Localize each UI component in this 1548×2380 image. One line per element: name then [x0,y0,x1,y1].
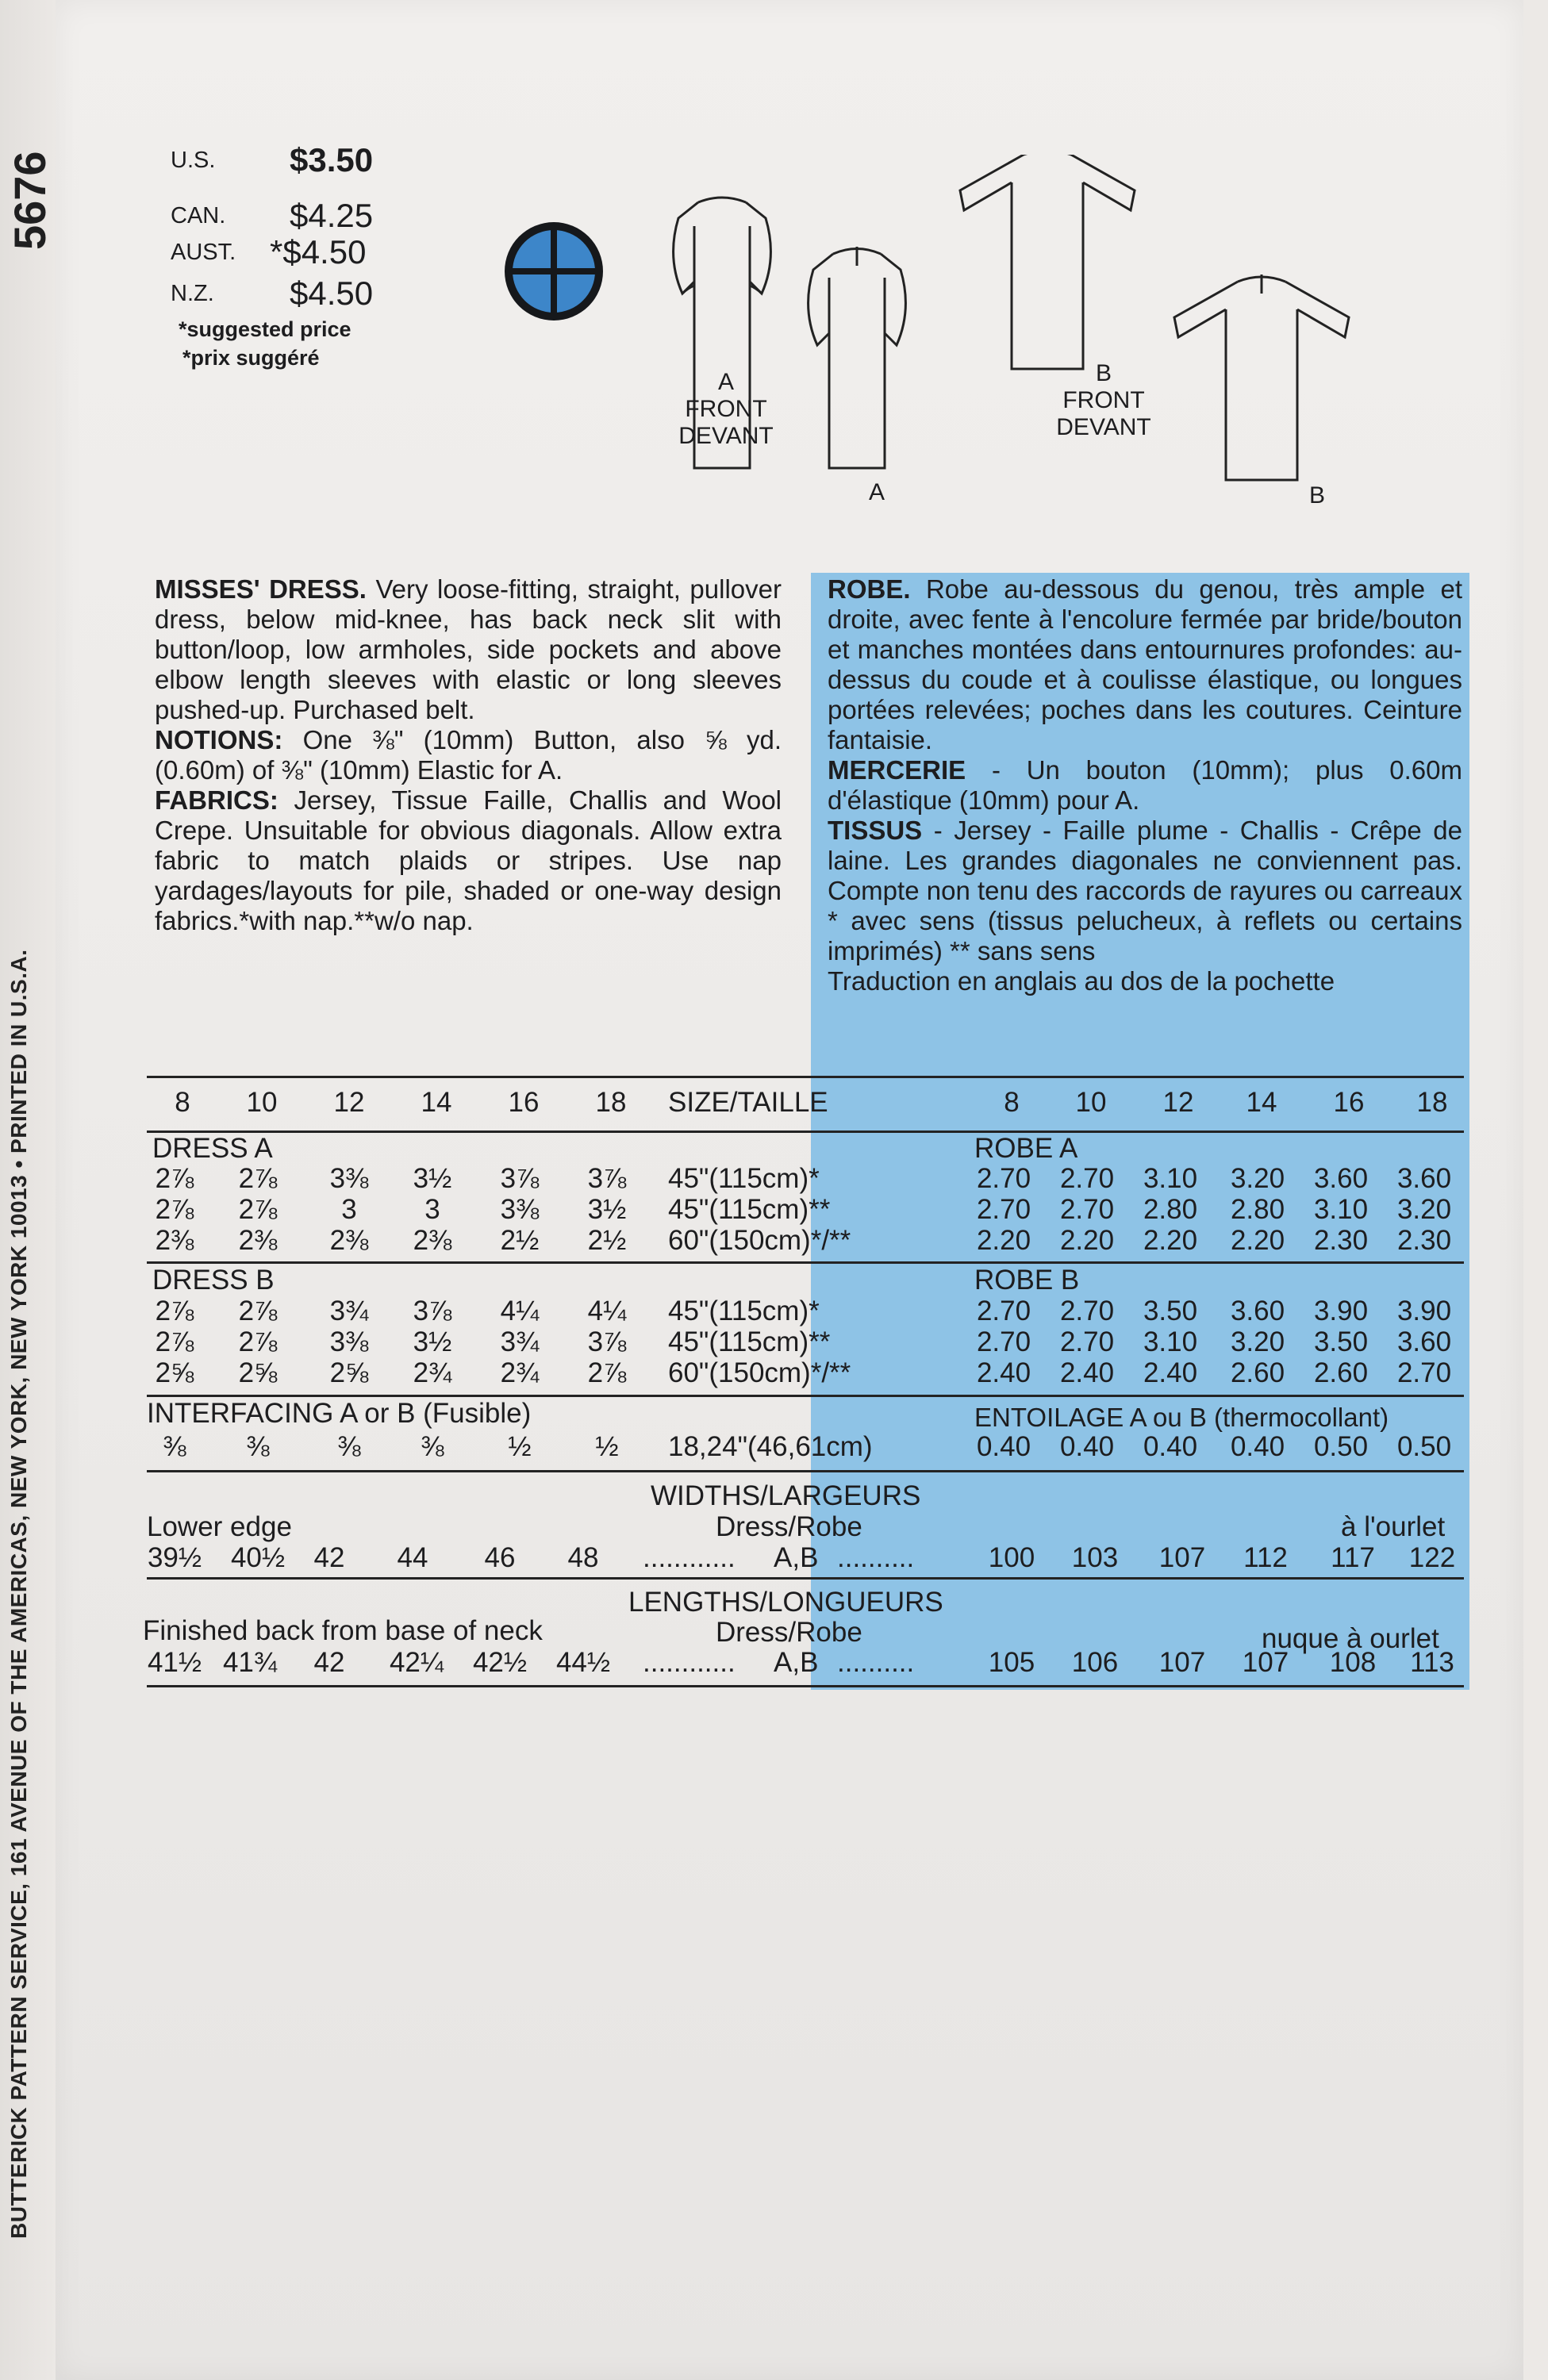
interfacing-label: INTERFACING A or B (Fusible) [147,1398,532,1429]
lengths-dress-robe-label: Dress/Robe [716,1617,862,1648]
pattern-number: 5676 [5,151,55,250]
size-header-rule [147,1130,1464,1133]
translation-note: Traduction en anglais au dos de la pochette [828,966,1335,996]
suggested-price-note: *suggested price [179,317,351,341]
french-description: ROBE. Robe au-dessous du genou, très ample et droite, avec fente à l'encolure fermée par bride/bouton et manches montées dans entournures profondes: au-dessus du coude et à coulisse élastique, ou longues portées relevées; poches dans les coutures. Ceinture fantaisie. MERCERIE - Un bouton (10mm); plus 0.60m d'élastique (10mm) pour A. TISSUS - Jersey - Faille plume - Challis - Crêpe de laine. Les grandes diagonales ne conviennent pas. Compte non tenu des raccords de rayures ou carreaux * avec sens (tissus pelucheux, à reflets ou certains imprimés) ** sans sens Traduction en anglais au dos de la pochette [828,574,1462,996]
english-title: MISSES' DRESS. [155,574,367,604]
dress-b-label: DRESS B [152,1265,275,1296]
view-a-back-label: A [868,479,885,505]
notions-label: NOTIONS: [155,725,283,754]
dress-b-rule [147,1395,1464,1397]
view-b-back-sketch [1174,274,1349,480]
widths-label: WIDTHS/LARGEURS [651,1480,921,1511]
robe-b-label: ROBE B [974,1265,1080,1296]
lengths-label: LENGTHS/LONGUEURS [628,1587,943,1618]
dress-a-label: DRESS A [152,1133,273,1164]
widths-dress-robe-label: Dress/Robe [716,1511,862,1542]
english-description: MISSES' DRESS. Very loose-fitting, straight, pullover dress, below mid-knee, has back neck slit with button/loop, low armholes, side pockets and above elbow length sleeves with elastic or long sleeves pushed-up. Purchased belt. NOTIONS: One ⅜" (10mm) Button, also ⅝ yd. (0.60m) of ⅜" (10mm) Elastic for A. FABRICS: Jersey, Tissue Faille, Challis and Wool Crepe. Unsuitable for obvious diagonals. Allow extra fabric to match plaids or stripes. Use nap yardages/layouts for pile, shaded or one-way design fabrics.*with nap.**w/o nap. [155,574,782,935]
entoilage-label: ENTOILAGE A ou B (thermocollant) [974,1403,1389,1432]
garment-sketches [651,155,1484,528]
publisher-imprint: BUTTERICK PATTERN SERVICE, 161 AVENUE OF THE AMERICAS, NEW YORK, NEW YORK 10013 • PRINTED IN U.S.A. [6,949,31,2239]
mercerie-label: MERCERIE [828,755,966,785]
view-b-front-sketch [960,155,1135,369]
finished-back-label: Finished back from base of neck [143,1615,543,1646]
tissus-label: TISSUS [828,816,923,845]
french-title: ROBE. [828,574,911,604]
a-l-ourlet-label: à l'ourlet [1341,1511,1446,1542]
fabrics-label: FABRICS: [155,785,278,815]
butterick-logo-icon [501,219,606,324]
dress-a-rule [147,1261,1464,1264]
nuque-a-ourlet-label: nuque à ourlet [1262,1623,1439,1654]
view-b-back-label: B [1308,482,1325,509]
robe-a-label: ROBE A [974,1133,1078,1164]
size-taille-label: SIZE/TAILLE [668,1087,828,1118]
view-a-back-sketch [809,247,906,468]
size-header-row: 8 10 12 14 16 18 SIZE/TAILLE 8 10 12 14 16 18 [175,1087,1448,1118]
table-top-rule [147,1076,1464,1078]
lengths-rule [147,1685,1464,1687]
widths-rule [147,1577,1464,1580]
view-a-front-label: A FRONT DEVANT [678,369,774,449]
lower-edge-label: Lower edge [147,1511,292,1542]
prix-suggere-note: *prix suggéré [182,346,320,370]
view-b-front-label: B FRONT DEVANT [1056,360,1151,440]
interfacing-rule [147,1470,1464,1472]
